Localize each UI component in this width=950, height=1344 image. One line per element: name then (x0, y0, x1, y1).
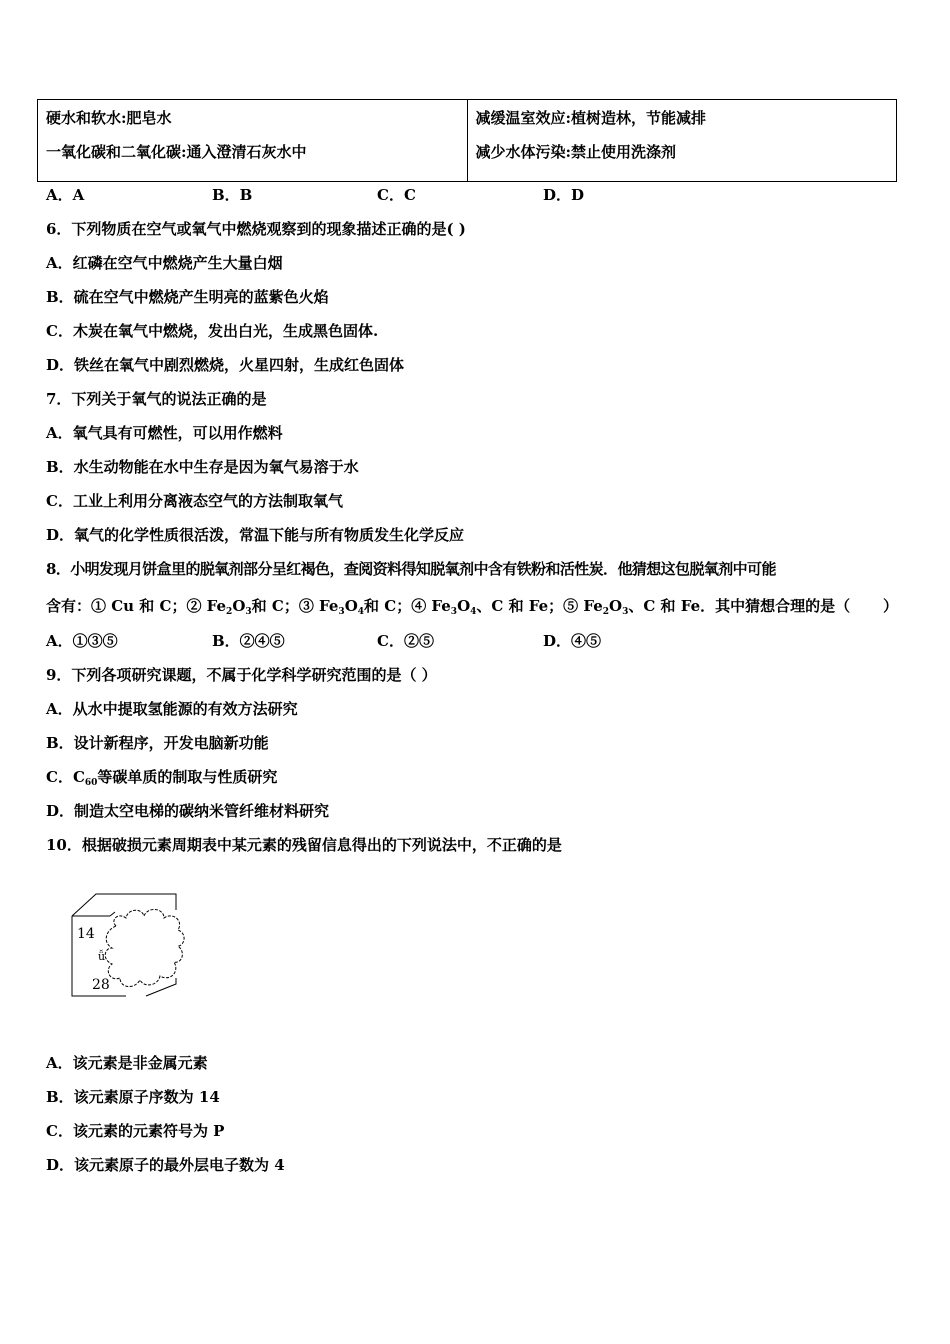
q7-option-d: D．氧气的化学性质很活泼，常温下能与所有物质发生化学反应 (46, 526, 465, 544)
q10-option-b: B．该元素原子序数为 14 (46, 1088, 220, 1106)
q9-option-a: A．从水中提取氢能源的有效方法研究 (46, 700, 298, 718)
q6-option-c: C．木炭在氧气中燃烧，发出白光，生成黑色固体. (46, 322, 379, 340)
q8-stem-text: 含有：① Cu 和 C；② $Fe_2O_3$和 C；③ $Fe_3O_4$和 C；④ $Fe_3O_4$、C 和 Fe；⑤ $Fe_2O_3$、C 和 Fe．其中猜想合理的是（ (46, 597, 851, 617)
q7-option-b: B．水生动物能在水中生存是因为氧气易溶于水 (46, 458, 359, 476)
q8-option-d: D．④⑤ (543, 632, 602, 650)
q7-stem: 7．下列关于氧气的说法正确的是 (46, 390, 267, 408)
q5-option-c: C．C (377, 186, 416, 204)
q8-closing-paren: ） (882, 597, 898, 615)
symbol-fragment: ǚ (98, 950, 106, 963)
q6-option-d: D．铁丝在氧气中剧烈燃烧，火星四射，生成红色固体 (46, 356, 405, 374)
q9-option-d: D．制造太空电梯的碳纳米管纤维材料研究 (46, 802, 330, 820)
q8-option-b: B．②④⑤ (212, 632, 285, 650)
q10-option-a: A．该元素是非金属元素 (46, 1054, 208, 1072)
q6-option-b: B．硫在空气中燃烧产生明亮的蓝紫色火焰 (46, 288, 329, 306)
table-right-row-2: 减少水体污染:禁止使用洗涤剂 (475, 143, 677, 161)
q9-option-b: B．设计新程序，开发电脑新功能 (46, 734, 269, 752)
q7-option-a: A．氧气具有可燃性，可以用作燃料 (46, 424, 283, 442)
table-left-row-1: 硬水和软水:肥皂水 (46, 109, 172, 127)
q8-option-a: A．①③⑤ (46, 632, 118, 650)
q9-option-c: C．$C_{60}$等碳单质的制取与性质研究 (46, 768, 278, 788)
table-left-row-2: 一氧化碳和二氧化碳:通入澄清石灰水中 (46, 143, 307, 161)
q8-option-c: C．②⑤ (377, 632, 434, 650)
table-right-row-1: 减缓温室效应:植树造林，节能减排 (475, 109, 707, 127)
q5-option-b: B．B (212, 186, 253, 204)
q8-stem-line-1: 8．小明发现月饼盒里的脱氧剂部分呈红褐色，查阅资料得知脱氧剂中含有铁粉和活性炭．他猜想这包脱氧剂中可能 (46, 560, 776, 578)
comparison-table (37, 99, 897, 182)
table-cell-right (467, 100, 897, 182)
q6-stem: 6．下列物质在空气或氧气中燃烧观察到的现象描述正确的是( ) (46, 220, 466, 238)
q10-option-c: C．该元素的元素符号为 P (46, 1122, 225, 1140)
q10-option-d: D．该元素原子的最外层电子数为 4 (46, 1156, 285, 1174)
q9-stem: 9．下列各项研究课题，不属于化学科学研究范围的是（ ） (46, 666, 437, 684)
q6-option-a: A．红磷在空气中燃烧产生大量白烟 (46, 254, 283, 272)
atomic-number: 14 (77, 926, 95, 942)
q5-option-a: A．A (46, 186, 85, 204)
q5-option-d: D．D (543, 186, 585, 204)
q8-stem-line-2 (46, 596, 898, 616)
atomic-mass: 28 (92, 977, 110, 993)
q7-option-c: C．工业上利用分离液态空气的方法制取氧气 (46, 492, 343, 510)
q10-stem: 10．根据破损元素周期表中某元素的残留信息得出的下列说法中，不正确的是 (46, 836, 562, 854)
table-cell-left (38, 100, 468, 182)
damaged-periodic-table-cell (60, 890, 200, 1000)
